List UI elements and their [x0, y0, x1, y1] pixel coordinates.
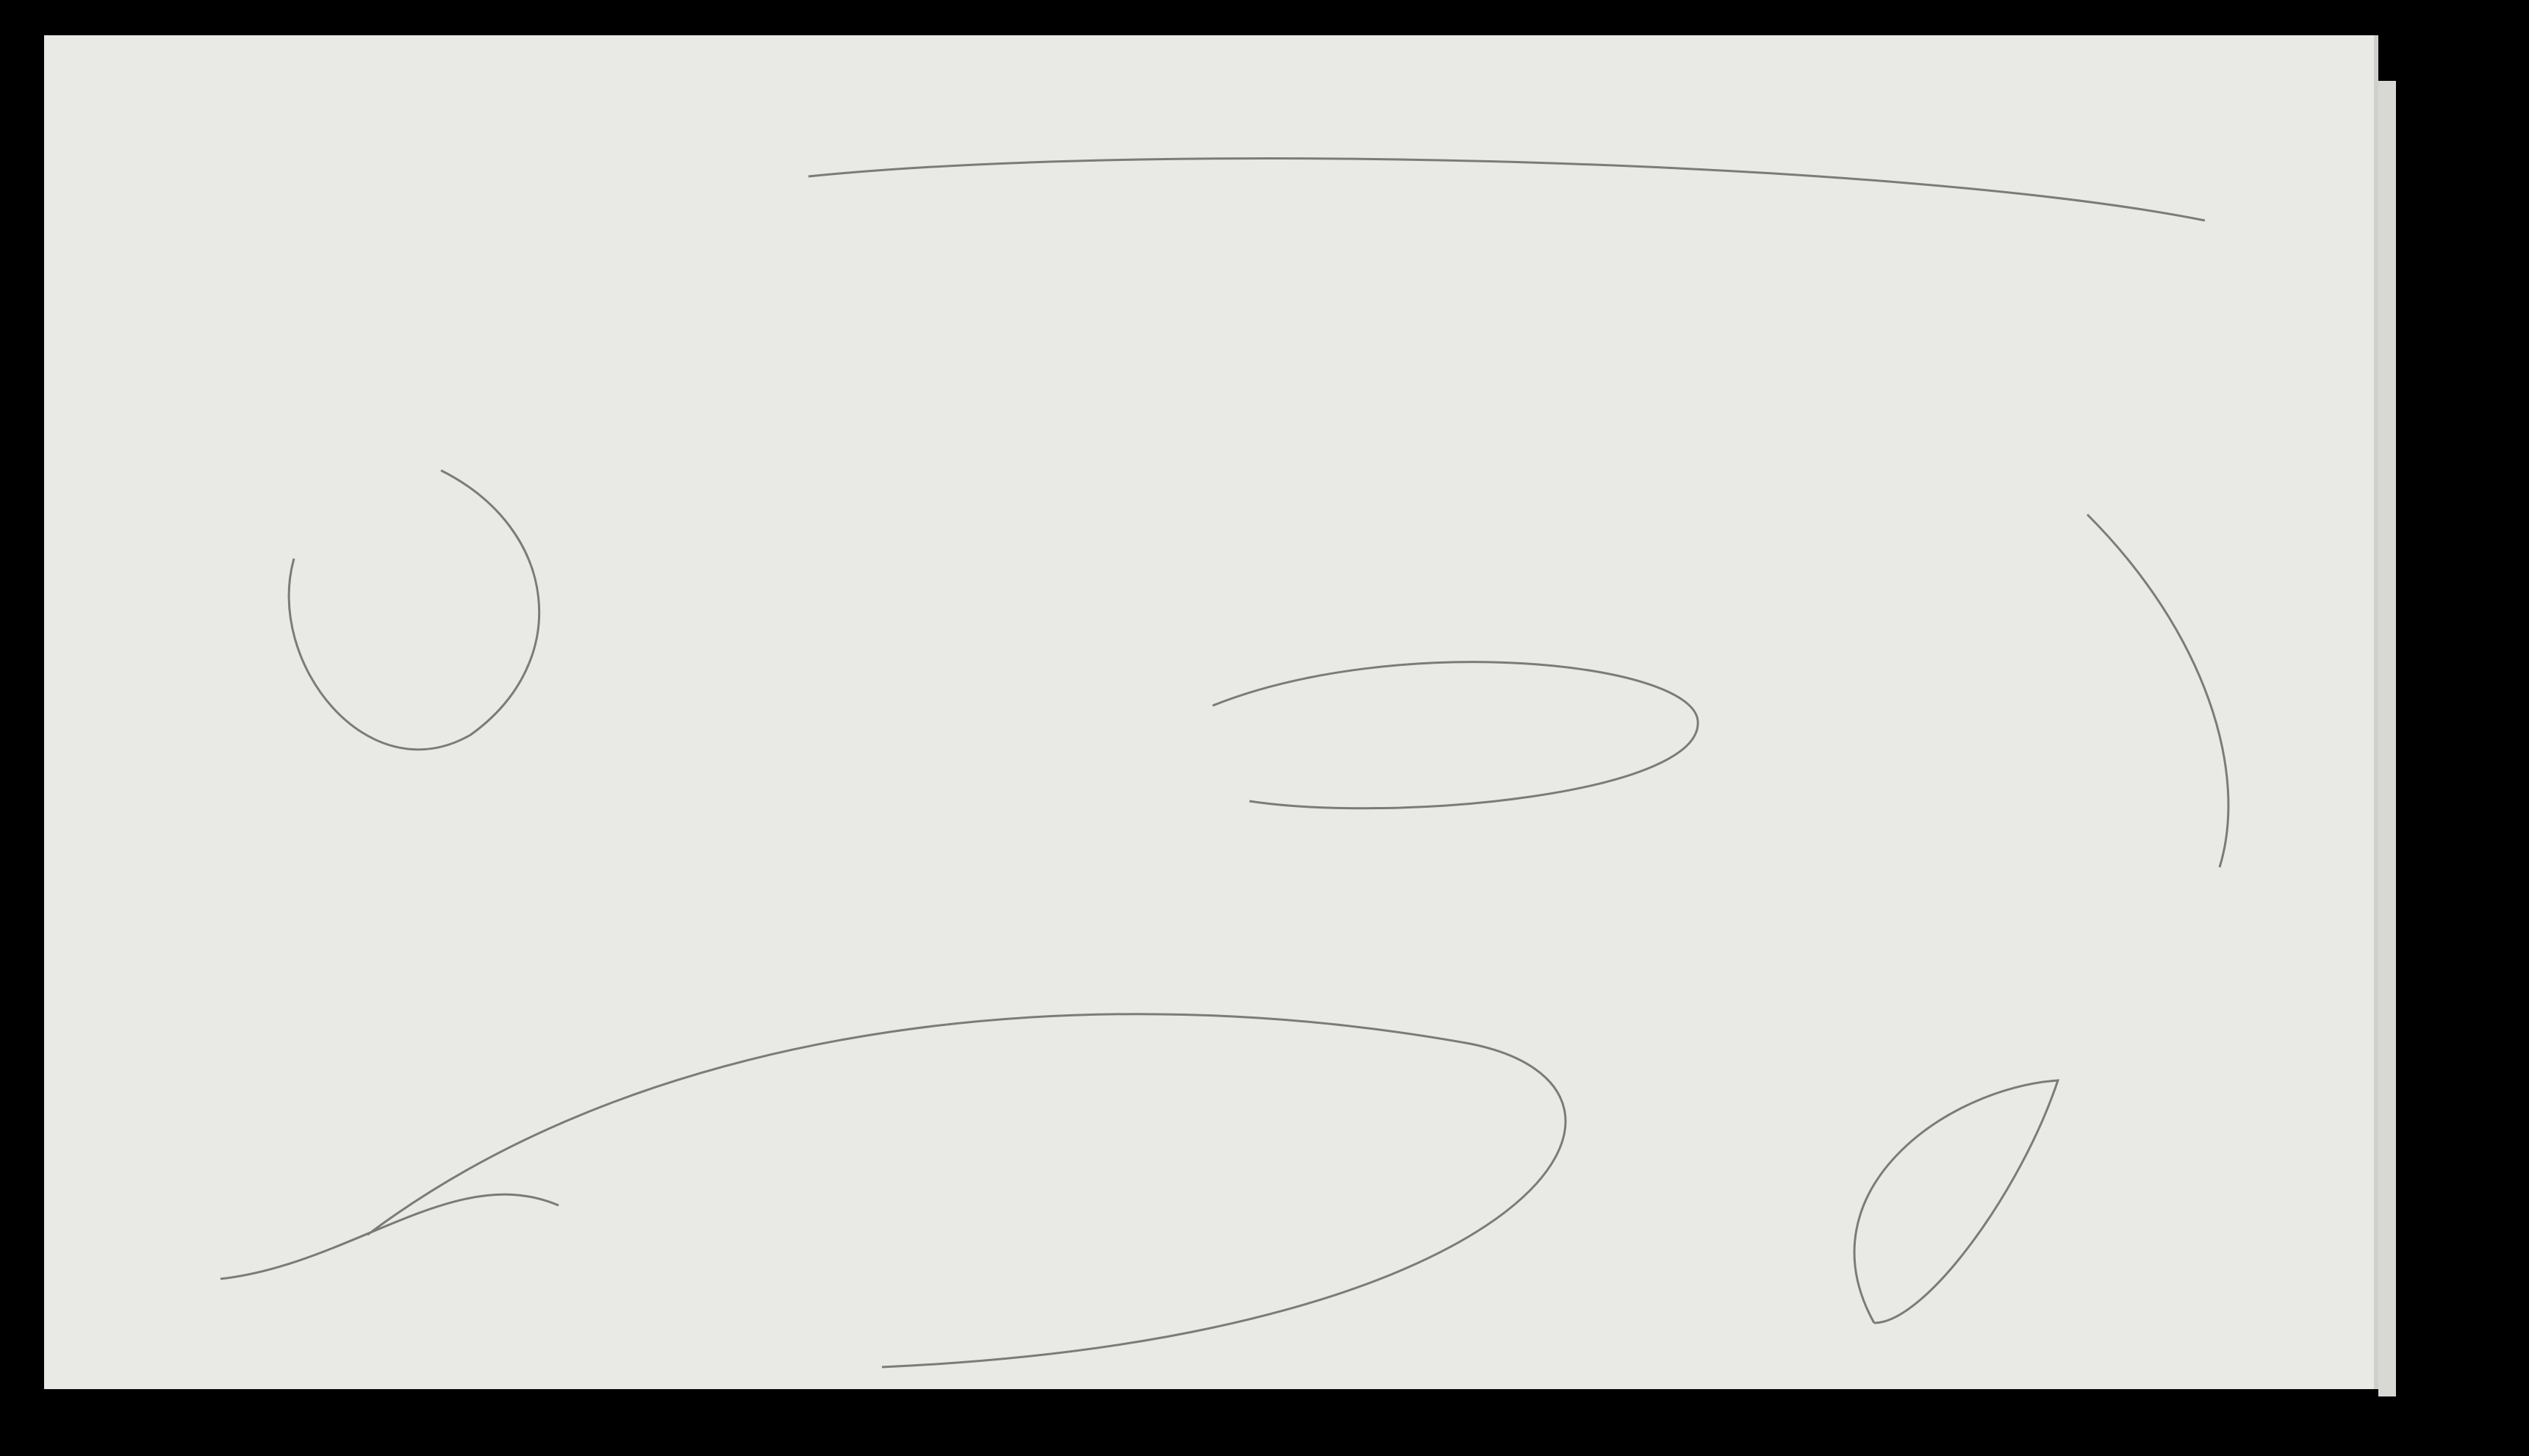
pencil-stroke — [1213, 662, 1698, 808]
pencil-stroke — [367, 1014, 1565, 1367]
pencil-stroke — [289, 470, 539, 750]
pencil-stroke — [1854, 1080, 2058, 1323]
pencil-stroke — [2087, 514, 2228, 867]
pencil-stroke — [220, 1194, 559, 1279]
pencil-stroke — [808, 159, 2205, 220]
